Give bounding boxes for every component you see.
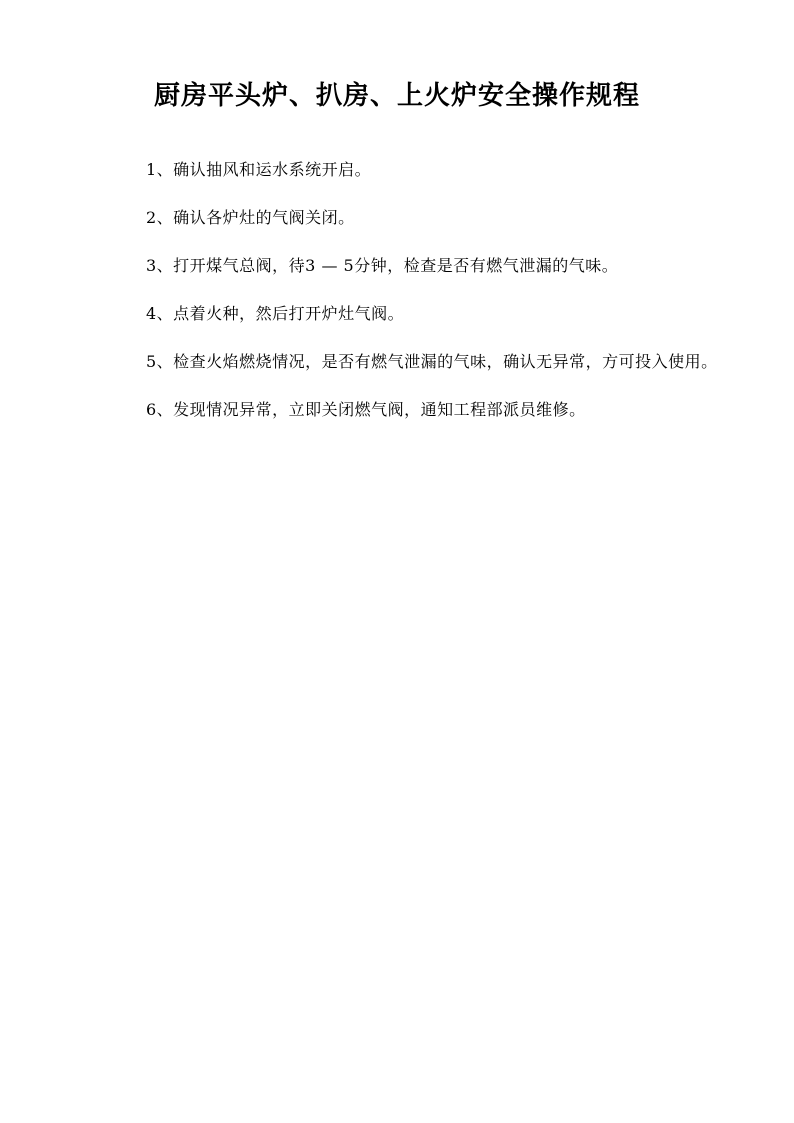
document-title: 厨房平头炉、扒房、上火炉安全操作规程	[153, 81, 640, 111]
procedure-step-6: 6、发现情况异常，立即关闭燃气阀，通知工程部派员维修。	[146, 400, 586, 419]
procedure-step-2: 2、确认各炉灶的气阀关闭。	[146, 208, 355, 227]
procedure-step-4: 4、点着火种，然后打开炉灶气阀。	[146, 304, 405, 323]
procedure-list	[146, 146, 726, 434]
procedure-step-5: 5、检查火焰燃烧情况，是否有燃气泄漏的气味，确认无异常，方可投入使用。	[146, 352, 718, 371]
procedure-step-1: 1、确认抽风和运水系统开启。	[146, 160, 372, 179]
procedure-step-3: 3、打开煤气总阀，待3 — 5分钟，检查是否有燃气泄漏的气味。	[146, 256, 619, 275]
